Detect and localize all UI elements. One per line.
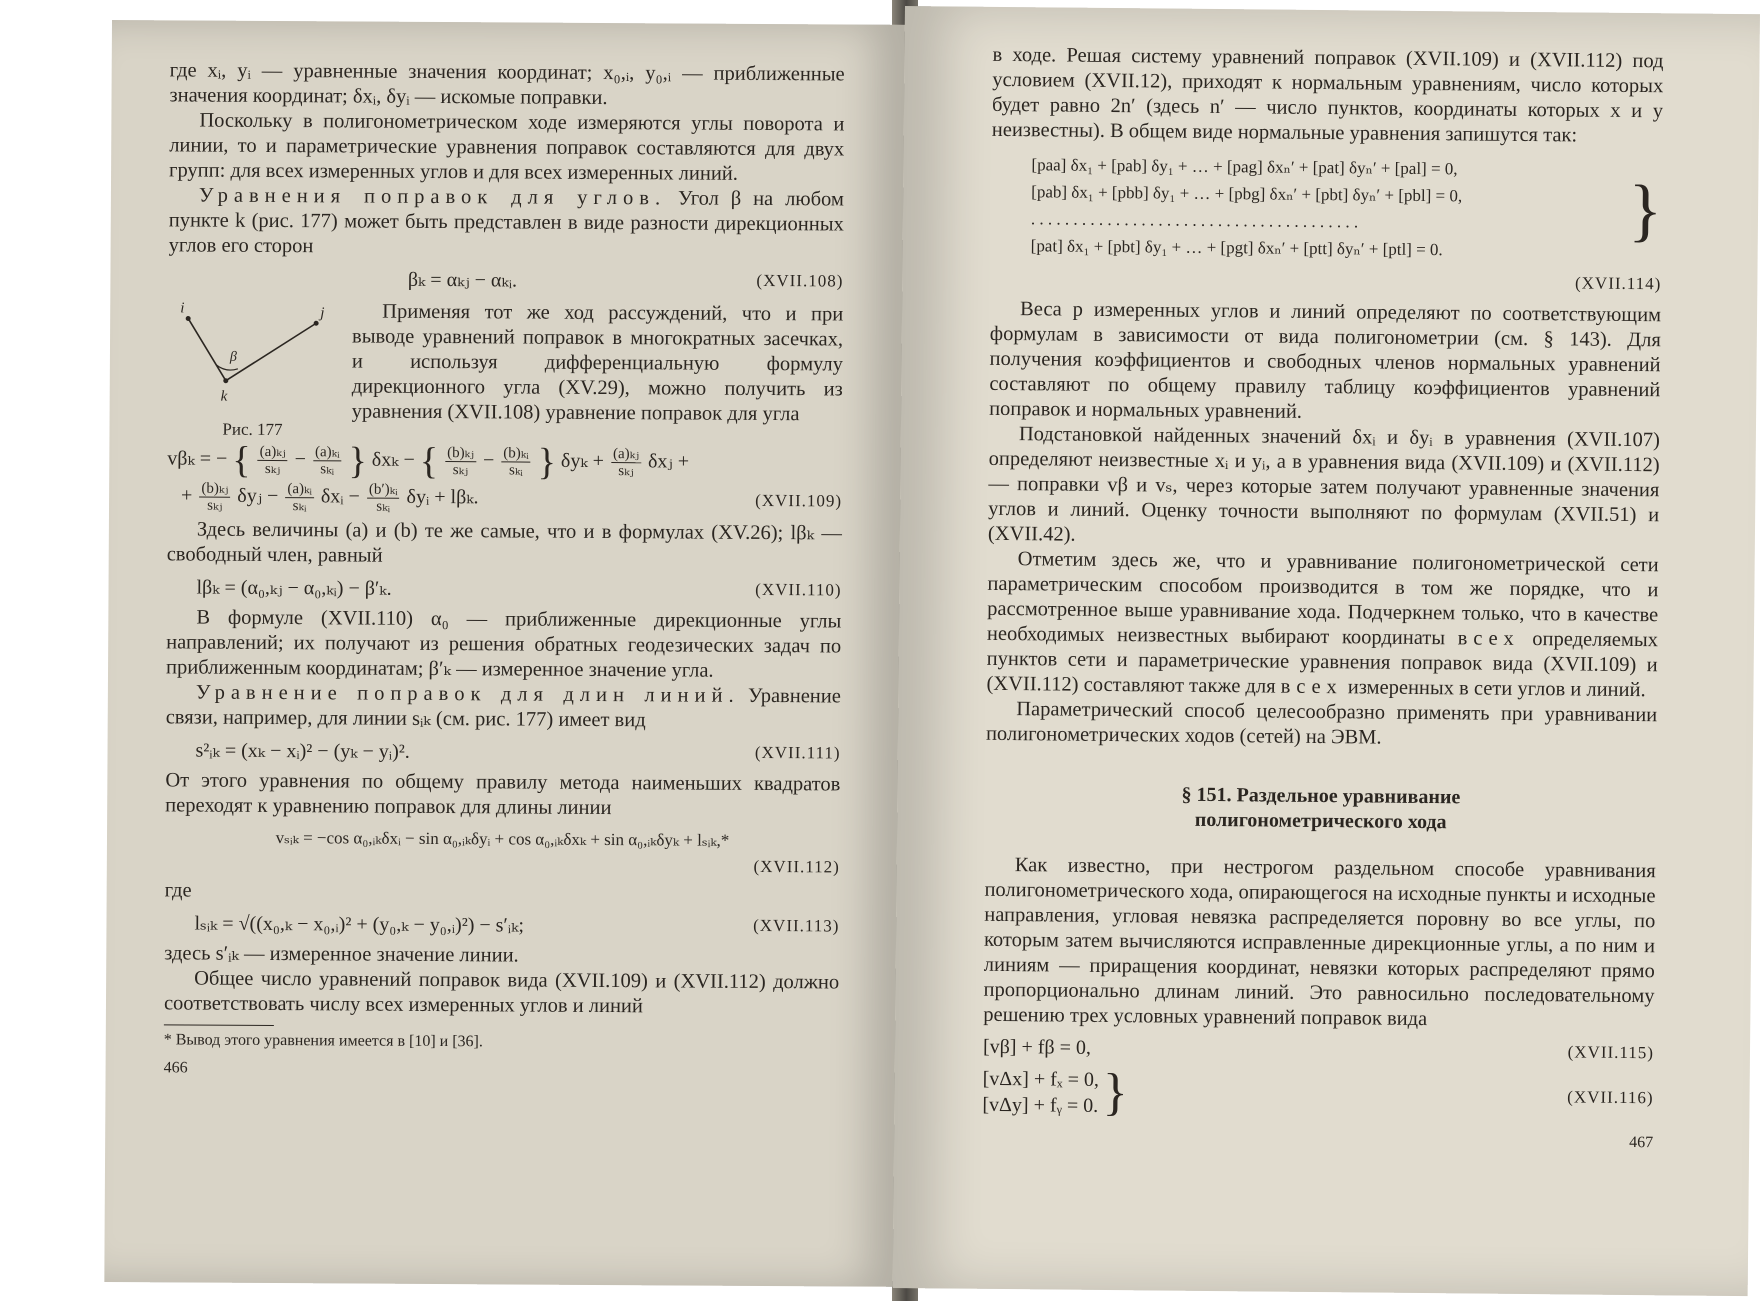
equation-115 <box>983 1032 1654 1068</box>
equation-108-formula: βₖ = αₖⱼ − αₖᵢ. <box>407 268 518 291</box>
eq109-brace-close-2: } <box>537 441 557 484</box>
equation-116-row-2: [vΔy] + fᵧ = 0. <box>982 1093 1099 1117</box>
left-para-3-text: Угол β на любом пункте k (рис. 177) может быть представлен в виде разности дирекционных углов его сторон <box>168 187 844 258</box>
system-brace: } <box>1628 171 1663 250</box>
page-number-left: 466 <box>163 1059 188 1077</box>
frac-a-ki: $\frac{\text{(a)ₖᵢ}}{\text{sₖᵢ}}$ <box>313 444 342 477</box>
right-para-2: Веса p измеренных углов и линий определяют по соответствующим формулам в зависимости от вида полигонометрии (см. § 143). Для получения коэффициентов и свободных членов нормальных уравнений составляют по общему правилу таблицу коэффициентов уравнений поправок и нормальных уравнений. <box>989 298 1662 423</box>
eq109-dx-j: δxⱼ + <box>647 450 690 473</box>
figure-177-caption: Рис. 177 <box>222 419 283 440</box>
left-para-1: где xᵢ, yᵢ — уравненные значения координат; x₀,ᵢ, y₀,ᵢ — приближенные значения координат; δxᵢ, δyᵢ — искомые поправки. <box>169 59 845 110</box>
emphasis-all-1: всех <box>1457 627 1520 650</box>
equation-111 <box>165 734 840 768</box>
heading-angles: Уравнения поправок для углов. <box>198 184 667 210</box>
label-k: k <box>220 388 228 405</box>
point-i <box>186 316 191 321</box>
label-j: j <box>320 305 325 322</box>
left-para-8: От этого уравнения по общему правилу метода наименьших квадратов переходят к уравнению поправок для длины линии <box>165 769 841 820</box>
left-para-5: Здесь величины (a) и (b) те же самые, что и в формулах (XV.26); lβₖ — свободный член, равный <box>166 518 842 567</box>
equation-116-row-1: [vΔx] + fₓ = 0, <box>982 1067 1100 1091</box>
figure-177-block <box>167 298 843 443</box>
normal-eq-row-last: [pat] δx₁ + [pbt] δy₁ + … + [pgt] δxₙ′ + [ptt] δyₙ′ + [ptl] = 0. <box>1030 236 1443 260</box>
equation-110-formula: lβₖ = (α₀,ₖⱼ − α₀,ₖᵢ) − β′ₖ. <box>196 576 392 600</box>
left-para-7-text: Уравнение связи, например, для линии sᵢₖ (см. рис. 177) имеет вид <box>165 684 841 732</box>
equation-111-number: (XVII.111) <box>754 742 841 763</box>
frac-bprime-ki: $\frac{\text{(b′)ₖᵢ}}{\text{sₖᵢ}}$ <box>367 482 400 515</box>
left-para-9: здесь s′ᵢₖ — измеренное значение линии. <box>164 942 519 967</box>
left-para-2: Поскольку в полигонометрическом ходе измеряются углы поворота и линии, то и параметрические уравнения поправок составляются для двух групп: для всех измеренных углов и для всех измеренных линий. <box>169 109 845 185</box>
right-para-6: Как известно, при нестрогом раздельном способе уравнивания полигонометрического хода, опирающегося на исходные пункты и исходные направления, угловая невязка распределяется поровну во все углы, по которым затем вычисляются исправленные дирекционные углы, а по ним и линиям — приращения координат, невязки которых распределяют прямо пропорционально длинам линий. Это равносильно последовательному решению трех условных уравнений поправок вида <box>983 854 1656 1031</box>
side-kj-line <box>226 323 316 382</box>
left-para-3 <box>169 183 844 262</box>
equation-113-number: (XVII.113) <box>753 915 840 936</box>
page-number-right: 467 <box>1629 1134 1654 1152</box>
equation-108-number: (XVII.108) <box>756 270 844 291</box>
equation-113 <box>164 907 839 941</box>
footnote-rule <box>164 1024 274 1026</box>
left-page <box>104 20 905 1287</box>
eq109-dy-k: δyₖ + <box>560 449 605 473</box>
equation-116 <box>982 1063 1654 1124</box>
frac-b-kj-2: $\frac{\text{(b)ₖⱼ}}{\text{sₖⱼ}}$ <box>199 481 230 514</box>
eq109-brace-open-2: { <box>419 440 439 483</box>
heading-lines: Уравнение поправок для длин линий. <box>195 681 740 707</box>
frac-a-ki-2: $\frac{\text{(a)ₖᵢ}}{\text{sₖᵢ}}$ <box>285 481 314 514</box>
section-151-title <box>985 781 1656 837</box>
equation-114-number: (XVII.114) <box>1574 273 1662 294</box>
normal-eq-row-dots: . . . . . . . . . . . . . . . . . . . . . . . . . . . . . . . . . . . . . . . <box>1030 209 1359 232</box>
eq109-brace-open-1: { <box>232 439 251 482</box>
right-para-3: Подстановкой найденных значений δxᵢ и δyᵢ в уравнения (XVII.107) определяют неизвестные xᵢ и yᵢ, а в уравнения вида (XVII.109) и (XVII.112) — поправки vβ и vₛ, через которые затем получают уравненные значения углов и линий. Оценку точности выполняют по формулам (XVII.51) и (XVII.42). <box>987 423 1660 546</box>
eq109-dx-k: δxₖ − <box>371 448 415 471</box>
equation-114-number-row <box>990 263 1661 299</box>
right-para-5: Параметрический способ целесообразно применять при уравнивании полигонометрических ходов (сетей) на ЭВМ. <box>985 698 1658 749</box>
right-para-4: Отметим здесь же, что и уравнивание полигонометрической сети параметрическим способом производится в том же порядке, что и рассмотренное выше уравнивание хода. Подчеркнем только, что в качестве необходимых неизвестных выбирают координаты всех определяемых пунктов сети и параметрические уравнения поправок вида (XVII.109) и (XVII.112) составляют также для всех измеренных в сети углов и линий. <box>986 548 1659 702</box>
emphasis-all-2: всех <box>1280 675 1343 699</box>
equation-115-number: (XVII.115) <box>1567 1042 1655 1063</box>
left-para-7 <box>166 680 841 734</box>
equation-108 <box>168 262 843 296</box>
equation-116-number: (XVII.116) <box>1567 1087 1654 1108</box>
equation-111-formula: s²ᵢₖ = (xₖ − xᵢ)² − (yₖ − yᵢ)². <box>195 739 410 763</box>
figure-177-diagram <box>168 298 339 409</box>
normal-eq-row-2: [pab] δx₁ + [pbb] δy₁ + … + [pbg] δxₙ′ + [pbt] δyₙ′ + [pbl] = 0, <box>1031 182 1463 206</box>
equation-115-formula: [vβ] + fβ = 0, <box>982 1035 1092 1059</box>
normal-eq-row-1: [paa] δx₁ + [pab] δy₁ + … + [pag] δxₙ′ + [pat] δyₙ′ + [pal] = 0, <box>1031 155 1458 179</box>
frac-a-kj-2: $\frac{\text{(a)ₖⱼ}}{\text{sₖⱼ}}$ <box>611 446 641 479</box>
side-ki-line <box>188 318 226 380</box>
frac-b-ki: $\frac{\text{(b)ₖᵢ}}{\text{sₖᵢ}}$ <box>501 445 531 478</box>
right-page <box>893 6 1760 1296</box>
left-para-10: Общее число уравнений поправок вида (XVII.109) и (XVII.112) должно соответствовать числу всех измеренных углов и линий <box>163 967 840 1018</box>
label-beta: β <box>229 349 237 365</box>
equation-112-number: (XVII.112) <box>753 856 840 877</box>
equation-110 <box>166 571 841 605</box>
equation-109-line-1: vβₖ = − { $\frac{\text{(a)ₖⱼ}}{\text{sₖⱼ}}$ − $\frac{\text{(a)ₖᵢ}}{\text{sₖᵢ}}$ } δxₖ − { $\frac{\text{(b)ₖⱼ}}{\text{sₖⱼ}}$ − $\frac{\text{(b)ₖᵢ}}{\text{sₖᵢ}}$ } δyₖ + $\frac{\text{(a)ₖⱼ}}{\text{sₖⱼ}}$ δxⱼ + <box>167 439 690 484</box>
point-k <box>223 378 228 383</box>
equation-112 <box>165 822 840 856</box>
equation-116-brace: } <box>1102 1063 1129 1122</box>
label-i: i <box>180 300 185 317</box>
frac-b-kj: $\frac{\text{(b)ₖⱼ}}{\text{sₖⱼ}}$ <box>445 445 476 478</box>
section-title-line-1: § 151. Раздельное уравнивание <box>1181 783 1461 809</box>
equation-112-number-row <box>165 852 840 878</box>
eq109-brace-close-1: } <box>348 439 367 483</box>
point-j <box>314 321 319 326</box>
frac-a-kj: $\frac{\text{(a)ₖⱼ}}{\text{sₖⱼ}}$ <box>257 444 287 477</box>
left-para-4: Применяя тот же ход рассуждений, что и при выводе уравнений поправок в многократных засечках, и используя дифференциальную формулу дирекционного угла (XV.29), можно получить из уравнения (XVII.108) уравнение поправок для угла <box>351 300 844 426</box>
equation-110-number: (XVII.110) <box>755 579 842 600</box>
figure-177 <box>167 298 338 440</box>
equation-112-formula: vₛᵢₖ = −cos α₀,ᵢₖδxᵢ − sin α₀,ᵢₖδyᵢ + cos α₀,ᵢₖδxₖ + sin α₀,ᵢₖδyₖ + lₛᵢₖ,* <box>275 828 730 850</box>
right-para-1: в ходе. Решая систему уравнений поправок (XVII.109) и (XVII.112) под условием (XVII.12), приходят к нормальным уравнениям, число которых будет равно 2n′ (здесь n′ — число пунктов, координаты которых x и y неизвестны). В общем виде нормальные уравнения запишутся так: <box>991 43 1664 147</box>
equation-113-formula: lₛᵢₖ = √((x₀,ₖ − x₀,ᵢ)² + (y₀,ₖ − y₀,ᵢ)²) − s′ᵢₖ; <box>194 912 525 937</box>
section-title-line-2: полигонометрического хода <box>1194 808 1447 834</box>
footnote: * Вывод этого уравнения имеется в [10] и [36]. <box>163 1031 483 1051</box>
equation-109-number: (XVII.109) <box>755 490 843 510</box>
equation-109-line-2: + $\frac{\text{(b)ₖⱼ}}{\text{sₖⱼ}}$ δyⱼ − $\frac{\text{(a)ₖᵢ}}{\text{sₖᵢ}}$ δxᵢ − $\frac{\text{(b′)ₖᵢ}}{\text{sₖᵢ}}$ δyᵢ + lβₖ. (XVII.109) <box>181 480 843 515</box>
normal-equations-system <box>1031 151 1663 265</box>
eq109-lhs: vβₖ = − <box>167 447 228 470</box>
where-label: где <box>164 879 192 902</box>
left-para-6: В формуле (XVII.110) α₀ — приближенные дирекционные углы направлений; их получают из решения обратных геодезических задач по приближенным координатам; β′ₖ — измеренное значение угла. <box>165 606 842 682</box>
